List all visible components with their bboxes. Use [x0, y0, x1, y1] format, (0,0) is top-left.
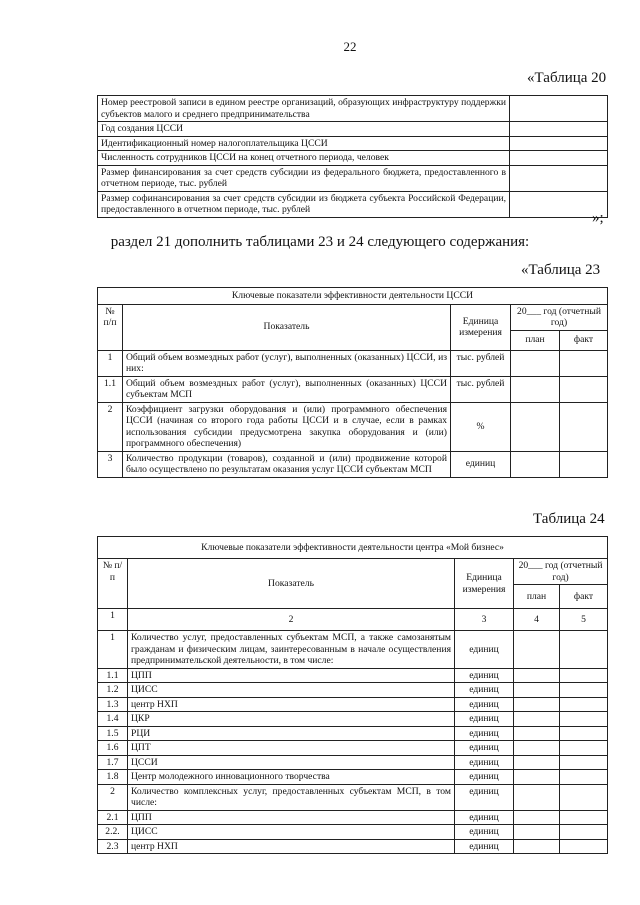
table-title-row — [98, 537, 608, 559]
row-unit: единиц — [455, 712, 514, 727]
row-number: 1 — [98, 631, 128, 669]
col-header-year: 20___ год (отчетный год) — [514, 559, 608, 585]
row-number: 1.1 — [98, 376, 123, 402]
row-indicator: ЦПП — [128, 668, 455, 683]
table-row — [98, 96, 608, 122]
page-number: 22 — [343, 39, 357, 54]
col-header-plan: план — [511, 330, 560, 350]
table23 — [97, 287, 608, 478]
row-unit: единиц — [451, 451, 511, 477]
column-number-row — [98, 609, 608, 631]
table20-cell: Размер финансирования за счет средств субсидии из федерального бюджета, предоставленного в отчетном периоде, тыс. рублей — [98, 165, 510, 191]
row-number: 1.4 — [98, 712, 128, 727]
table20 — [97, 95, 608, 218]
col-header-num: № п/п — [98, 559, 128, 609]
col-number: 2 — [128, 609, 455, 631]
col-number: 4 — [514, 609, 560, 631]
row-number: 2 — [98, 402, 123, 451]
table24 — [97, 536, 608, 854]
row-unit: единиц — [455, 810, 514, 825]
section-text: раздел 21 дополнить таблицами 23 и 24 следующего содержания: — [110, 234, 530, 250]
col-header-indicator: Показатель — [128, 559, 455, 609]
row-unit: % — [451, 402, 511, 451]
row-indicator: Общий объем возмездных работ (услуг), выполненных (оказанных) ЦССИ субъектам МСП — [123, 376, 451, 402]
col-header-fact: факт — [560, 585, 608, 609]
table20-cell: Год создания ЦССИ — [98, 122, 510, 137]
col-header-plan: план — [514, 585, 560, 609]
row-indicator: центр НХП — [128, 697, 455, 712]
row-number: 3 — [98, 451, 123, 477]
row-indicator: ЦИСС — [128, 825, 455, 840]
table-row — [98, 810, 608, 825]
row-unit: единиц — [455, 726, 514, 741]
row-number: 1 — [98, 350, 123, 376]
row-indicator: Количество комплексных услуг, предоставленных субъектам МСП, в том числе: — [128, 784, 455, 810]
col-header-unit: Единица измерения — [455, 559, 514, 609]
table-header-row — [98, 304, 608, 330]
col-header-indicator: Показатель — [123, 304, 451, 350]
row-indicator: Количество услуг, предоставленных субъектам МСП, а также самозанятым гражданам и физическим лицам, заинтересованным в начале осуществления предпринимательской деятельности, в том числе: — [128, 631, 455, 669]
table-row — [98, 770, 608, 785]
row-unit: тыс. рублей — [451, 376, 511, 402]
table-row — [98, 825, 608, 840]
table20-cell: Номер реестровой записи в едином реестре организаций, образующих инфраструктуру поддержки субъектов малого и среднего предпринимательства — [98, 96, 510, 122]
row-indicator: ЦКР — [128, 712, 455, 727]
row-unit: единиц — [455, 770, 514, 785]
table20-closing: »; — [592, 210, 604, 226]
row-indicator: Общий объем возмездных работ (услуг), выполненных (оказанных) ЦССИ, из них: — [123, 350, 451, 376]
table-row — [98, 668, 608, 683]
table-row — [98, 151, 608, 166]
row-number: 2.3 — [98, 839, 128, 854]
row-indicator: ЦССИ — [128, 755, 455, 770]
row-number: 2.1 — [98, 810, 128, 825]
table-row — [98, 136, 608, 151]
row-indicator: Количество продукции (товаров), созданной и (или) продвижение которой было осуществлено по результатам оказания услуг ЦССИ субъектам МСП — [123, 451, 451, 477]
table-row — [98, 755, 608, 770]
table24-title: Ключевые показатели эффективности деятельности центра «Мой бизнес» — [98, 537, 608, 559]
row-unit: единиц — [455, 741, 514, 756]
col-header-fact: факт — [560, 330, 608, 350]
row-indicator: Коэффициент загрузки оборудования и (или) программного обеспечения ЦССИ (начиная со второго года работы ЦССИ и в случае, если в рамках использования субсидии предусмотрена закупка оборудования и (или) программного обеспечения) — [123, 402, 451, 451]
row-number: 1.5 — [98, 726, 128, 741]
table20-cell: Идентификационный номер налогоплательщика ЦССИ — [98, 136, 510, 151]
table-row — [98, 122, 608, 137]
row-unit: единиц — [455, 755, 514, 770]
row-indicator: ЦИСС — [128, 683, 455, 698]
row-number: 1.1 — [98, 668, 128, 683]
row-indicator: ЦПП — [128, 810, 455, 825]
col-number: 1 — [98, 609, 128, 631]
row-number: 1.6 — [98, 741, 128, 756]
col-header-num: № п/п — [98, 304, 123, 350]
table-row — [98, 165, 608, 191]
row-indicator: РЦИ — [128, 726, 455, 741]
row-number: 1.2 — [98, 683, 128, 698]
table-row — [98, 350, 608, 376]
row-indicator: ЦПТ — [128, 741, 455, 756]
col-number: 5 — [560, 609, 608, 631]
table-row — [98, 451, 608, 477]
table20-cell: Численность сотрудников ЦССИ на конец отчетного периода, человек — [98, 151, 510, 166]
row-number: 1.3 — [98, 697, 128, 712]
row-unit: тыс. рублей — [451, 350, 511, 376]
table-row — [98, 376, 608, 402]
table23-title: Ключевые показатели эффективности деятельности ЦССИ — [98, 288, 608, 305]
table-row — [98, 697, 608, 712]
table-row — [98, 402, 608, 451]
table-title-row — [98, 288, 608, 305]
table23-caption: «Таблица 23 — [521, 262, 601, 278]
row-indicator: Центр молодежного инновационного творчества — [128, 770, 455, 785]
row-unit: единиц — [455, 631, 514, 669]
row-unit: единиц — [455, 839, 514, 854]
row-number: 2 — [98, 784, 128, 810]
row-unit: единиц — [455, 668, 514, 683]
table-header-row — [98, 559, 608, 585]
col-header-year: 20___ год (отчетный год) — [511, 304, 608, 330]
table-row — [98, 741, 608, 756]
table24-caption: Таблица 24 — [533, 511, 605, 527]
table20-caption: «Таблица 20 — [527, 70, 607, 86]
table20-cell: Размер софинансирования за счет средств субсидии из бюджета субъекта Российской Федерации, предоставленного в отчетном периоде, тыс. рублей — [98, 191, 510, 217]
table-row — [98, 712, 608, 727]
table-row — [98, 726, 608, 741]
table-row — [98, 784, 608, 810]
row-unit: единиц — [455, 683, 514, 698]
col-number: 3 — [455, 609, 514, 631]
row-number: 1.8 — [98, 770, 128, 785]
table-row — [98, 631, 608, 669]
col-header-unit: Единица измерения — [451, 304, 511, 350]
table-row — [98, 683, 608, 698]
row-number: 2.2. — [98, 825, 128, 840]
row-unit: единиц — [455, 697, 514, 712]
table-row — [98, 839, 608, 854]
row-number: 1.7 — [98, 755, 128, 770]
row-indicator: центр НХП — [128, 839, 455, 854]
row-unit: единиц — [455, 825, 514, 840]
row-unit: единиц — [455, 784, 514, 810]
table-row — [98, 191, 608, 217]
